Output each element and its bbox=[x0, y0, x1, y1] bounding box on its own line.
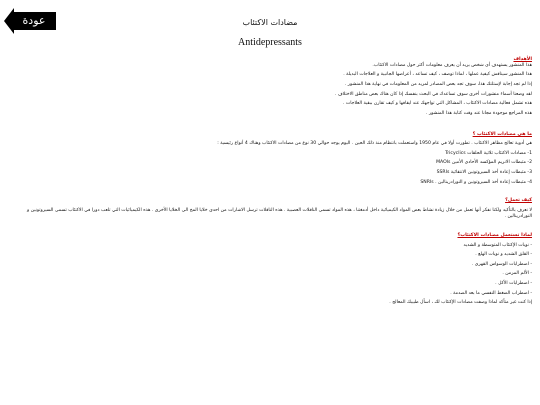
why-use-heading: لماذا تستعمل مضادات الاكتئاب؟ bbox=[457, 232, 532, 238]
why-use-item-3: - اضطرابات الوسواس القهري . bbox=[471, 261, 532, 267]
back-button-label: عودة bbox=[22, 14, 46, 27]
objectives-heading: الأهداف bbox=[513, 57, 532, 62]
page-title-arabic: مضادات الاكتئاب bbox=[242, 18, 298, 27]
type-item-4: 4- مثبطات إعادة أخذ السيروتونين و النورادرينالين . SNRIs bbox=[420, 179, 532, 185]
type-item-1: 1- مضادات الاكتئاب ثلاثية الحلقات Tricyclics bbox=[445, 150, 532, 156]
why-use-item-5: - اضطرابات الأكل . bbox=[495, 281, 532, 287]
why-use-item-1: - نوبات الإكتئاب المتوسطة و الشديد bbox=[463, 242, 532, 248]
why-use-item-2: - القلق الشديد و نوبات الهلع . bbox=[475, 252, 532, 258]
type-item-3: 3- مثبطات إعادة أخذ السيروتونين الانتقائية SSRIs bbox=[436, 169, 532, 175]
what-are-heading: ما هي مضادات الاكتئاب ؟ bbox=[472, 132, 532, 138]
article-body bbox=[6, 58, 532, 306]
why-use-item-6: - اضطراب الضغط النفسي ما بعد الصدمة . bbox=[450, 290, 532, 296]
objectives-line-1: هذا المنشور يستهدف أي شخص يريد أن يعرف معلومات أكثر حول مضادات الاكتئاب. bbox=[372, 62, 532, 68]
why-use-item-4: - الألم المزمن . bbox=[502, 271, 532, 277]
why-use-closing: إذا كنت غير متأكد لماذا وصفت مضادات الإكتئاب لك ، اسأل طبيبك المعالج . bbox=[389, 300, 532, 306]
objectives-line-5: هذه تشمل فعالية مضادات الاكتئاب ، المشاكل التي تواجهك عند ايقافها و كيف تقارن ببقية العلاجات . bbox=[342, 101, 532, 107]
objectives-line-2: هذا المنشور سيناقش كيفية عملها ، لماذا توصف ، كيف تساعد ، أعراضها الجانبية و العلاجات البديلة . bbox=[343, 72, 532, 78]
what-are-intro: هي أدوية تعالج مظاهر الاكتئاب . تطورت أولا في عام 1950 واستعملت بانتظام منذ ذلك الحين . اليوم يوجد حوالي 30 نوع من مضادات الاكتئاب وهناك 4 أنواع رئيسية : bbox=[217, 141, 532, 147]
objectives-line-3: إذا لم تجد إجابة لإستلتك هذا، سوف تجد بعض المصادر لمزيد من المعلومات في نهاية هذا المنشور . bbox=[344, 81, 532, 87]
how-work-text: لا نعرف بالتأكيد ولكنا نفكر أنها تعمل من خلال زيادة نشاط بعض المواد الكيميائية داخل أدمغتنا ، هذه المواد تسمى الناقلات العصبية . هذه الناقلات ترسل الاشارات من احدى خلايا المخ الى الخلايا الأخرى . هذه الكيميائيات التي تلعب دورا في الاكتئاب تسمى السيروتونين و النورادرينالين . bbox=[27, 207, 532, 219]
page-title-english: Antidepressants bbox=[238, 37, 302, 48]
how-work-heading: كيف تعمل؟ bbox=[505, 198, 532, 204]
objectives-line-4: لقد وضعنا أسماء منشورات أخرى سوف تساعدك في البحث بنفسك إذا كان هناك بعض مناطق الاختلاف . bbox=[334, 91, 532, 97]
type-item-2: 2- مثبطات الانزيم المؤكسد الأحادي الأمين MAOIs bbox=[436, 160, 532, 166]
objectives-line-6: هذه المراجع موجودة مجانا عند وقت كتابة هذا المنشور . bbox=[426, 110, 532, 116]
